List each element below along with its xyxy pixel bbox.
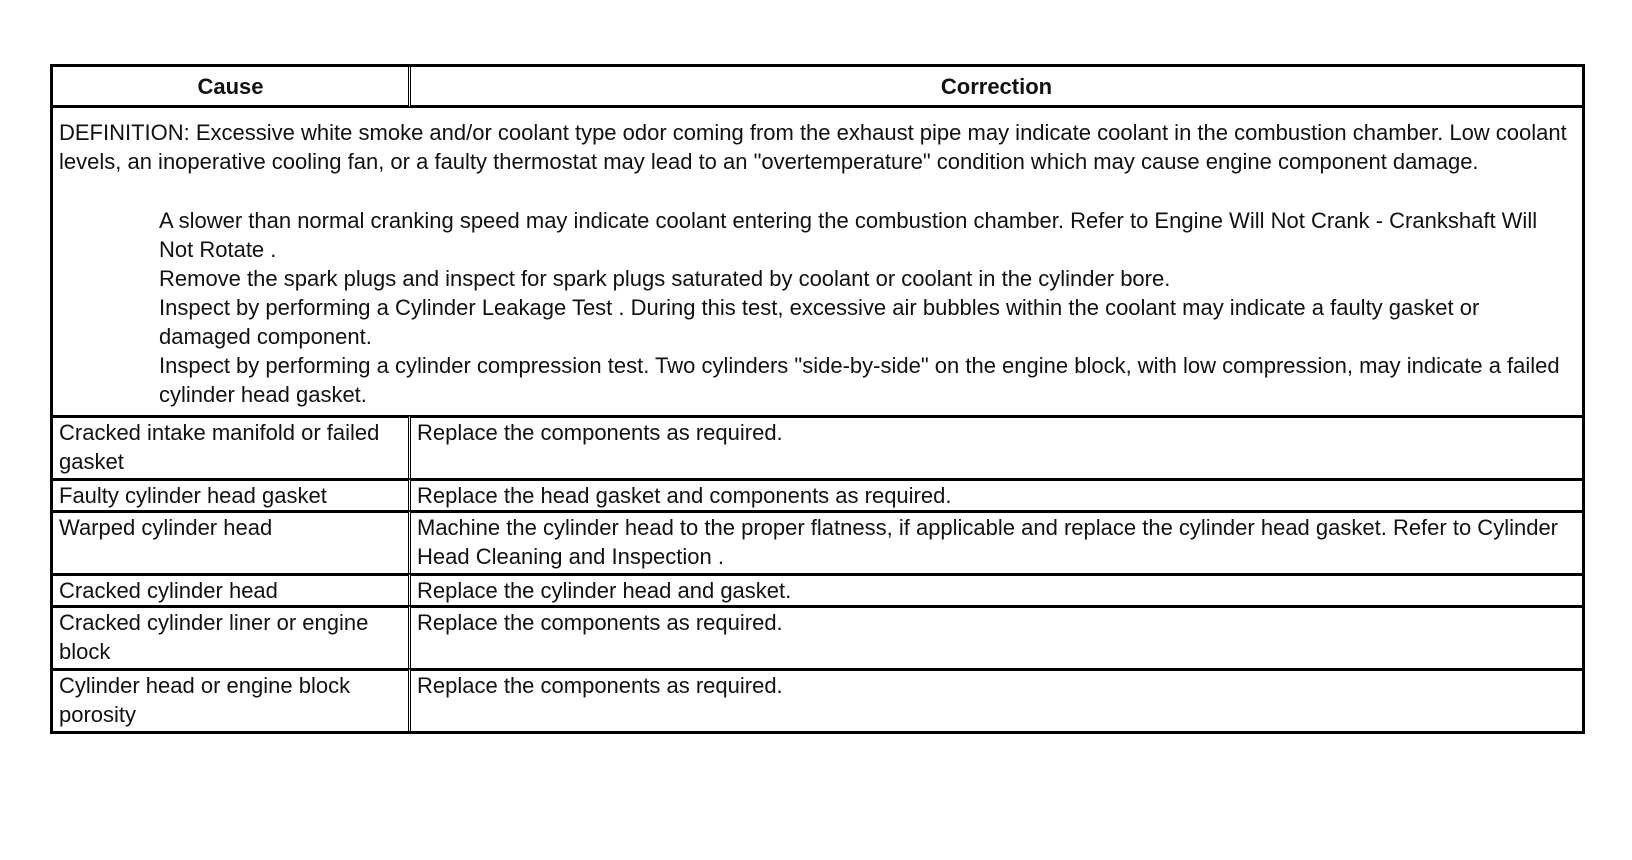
cause-cell: Cracked intake manifold or failed gasket <box>53 415 411 478</box>
correction-cell: Replace the components as required. <box>411 415 1582 478</box>
diagnostic-steps <box>59 206 1576 409</box>
cause-cell: Cracked cylinder head <box>53 573 411 605</box>
cause-cell: Warped cylinder head <box>53 510 411 573</box>
diagnostic-step: Inspect by performing a cylinder compression test. Two cylinders "side-by-side" on the engine block, with low compression, may indicate a failed cylinder head gasket. <box>159 353 1560 407</box>
cause-cell: Faulty cylinder head gasket <box>53 478 411 510</box>
table-row <box>53 415 1582 478</box>
diagnostic-step: Inspect by performing a Cylinder Leakage Test . During this test, excessive air bubbles within the coolant may indicate a faulty gasket or damaged component. <box>159 295 1480 349</box>
correction-cell: Replace the cylinder head and gasket. <box>411 573 1582 605</box>
correction-cell: Replace the head gasket and components as required. <box>411 478 1582 510</box>
correction-cell: Machine the cylinder head to the proper flatness, if applicable and replace the cylinder head gasket. Refer to Cylinder Head Cleaning and Inspection . <box>411 510 1582 573</box>
definition-text: DEFINITION: Excessive white smoke and/or coolant type odor coming from the exhaust pipe may indicate coolant in the combustion chamber. Low coolant levels, an inoperative cooling fan, or a faulty thermostat may lead to an "overtemperature" condition which may cause engine component damage. <box>59 120 1567 174</box>
table-row <box>53 478 1582 510</box>
diagnostic-step: Remove the spark plugs and inspect for spark plugs saturated by coolant or coolant in the cylinder bore. <box>159 266 1171 291</box>
cause-cell: Cylinder head or engine block porosity <box>53 668 411 731</box>
table-row <box>53 510 1582 573</box>
correction-cell: Replace the components as required. <box>411 668 1582 731</box>
cause-cell: Cracked cylinder liner or engine block <box>53 605 411 668</box>
table-row <box>53 573 1582 605</box>
cause-column-header: Cause <box>53 67 411 108</box>
definition-cell <box>53 108 1582 415</box>
diagnostic-step: A slower than normal cranking speed may indicate coolant entering the combustion chamber. Refer to Engine Will Not Crank - Crankshaft Will Not Rotate . <box>159 208 1538 262</box>
correction-column-header: Correction <box>411 67 1582 108</box>
table-row <box>53 605 1582 668</box>
table-header-row <box>53 67 1582 108</box>
correction-cell: Replace the components as required. <box>411 605 1582 668</box>
table-row <box>53 668 1582 731</box>
diagnostic-table <box>50 64 1585 734</box>
definition-row <box>53 108 1582 415</box>
